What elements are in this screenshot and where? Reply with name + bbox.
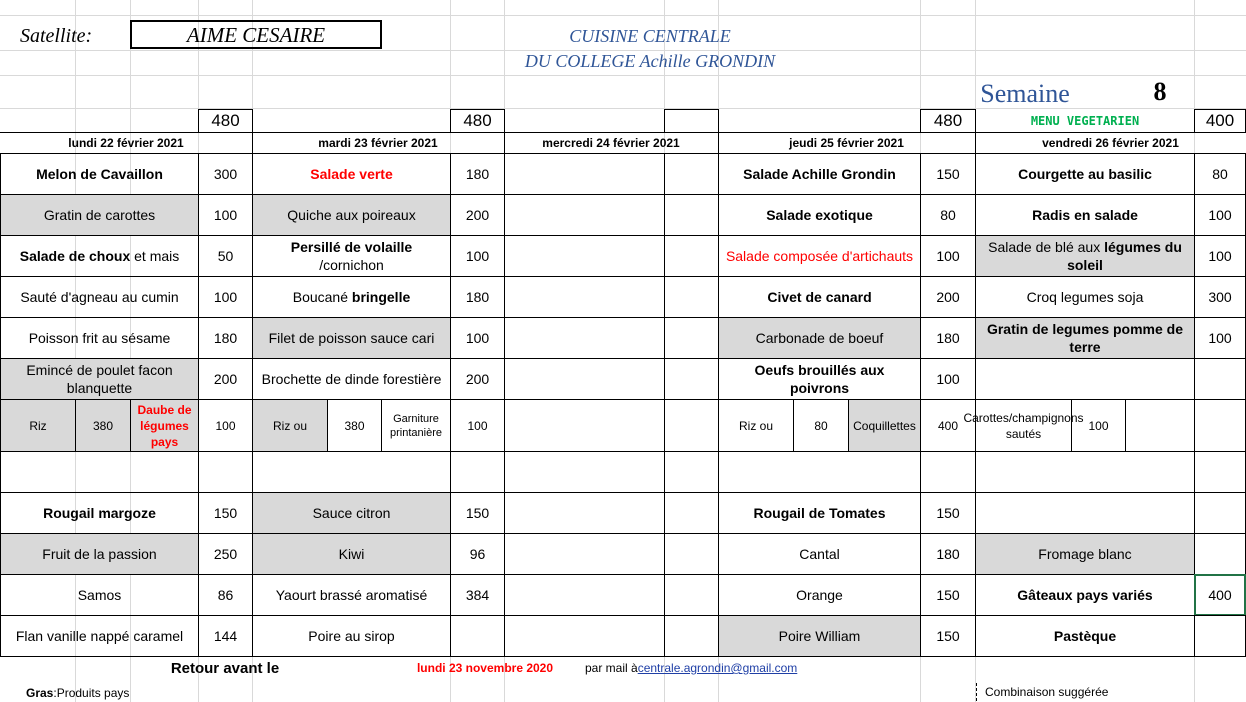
menu-item[interactable]: Fruit de la passion (0, 533, 199, 575)
menu-item[interactable]: Sauté d'agneau au cumin (0, 276, 199, 318)
day-header-fri: vendredi 26 février 2021 (975, 132, 1246, 154)
quantity-cell[interactable]: 150 (450, 492, 505, 534)
quantity-cell[interactable]: 96 (450, 533, 505, 575)
menu-item-empty[interactable] (1125, 399, 1195, 452)
quantity-cell[interactable]: 100 (1194, 194, 1246, 236)
menu-item[interactable]: Croq legumes soja (975, 276, 1195, 318)
side-dish[interactable]: Riz ou (718, 399, 794, 452)
quantity-cell[interactable]: 380 (327, 399, 382, 452)
quantity-cell-empty[interactable] (1194, 399, 1246, 452)
quantity-cell[interactable]: 150 (920, 615, 976, 657)
menu-item-empty[interactable] (718, 451, 921, 493)
quantity-cell[interactable]: 180 (920, 317, 976, 359)
quantity-cell[interactable]: 50 (198, 235, 253, 277)
quantity-cell-empty[interactable] (664, 399, 719, 452)
quantity-cell[interactable]: 150 (920, 153, 976, 195)
menu-item-empty[interactable] (975, 492, 1195, 534)
menu-item-empty[interactable] (504, 451, 665, 493)
quantity-cell[interactable]: 100 (450, 235, 505, 277)
quantity-cell[interactable]: 200 (450, 194, 505, 236)
satellite-label: Satellite: (20, 25, 93, 47)
quantity-cell[interactable]: 100 (198, 399, 253, 452)
total-thu[interactable]: 480 (920, 109, 976, 133)
menu-item[interactable]: Poire au sirop (252, 615, 451, 657)
quantity-cell[interactable]: 150 (920, 574, 976, 616)
quantity-cell[interactable]: 180 (920, 533, 976, 575)
menu-item[interactable]: Emincé de poulet facon blanquette (0, 358, 199, 400)
quantity-cell-empty[interactable] (664, 153, 719, 195)
menu-item[interactable]: Yaourt brassé aromatisé (252, 574, 451, 616)
menu-item-empty[interactable] (504, 574, 665, 616)
mail-link[interactable]: centrale.agrondin@gmail.com (637, 661, 798, 675)
quantity-cell[interactable]: 150 (198, 492, 253, 534)
quantity-cell[interactable]: 180 (450, 276, 505, 318)
quantity-cell[interactable]: 100 (1194, 317, 1246, 359)
menu-note: MENU VEGETARIEN (1030, 114, 1140, 128)
quantity-cell[interactable]: 200 (450, 358, 505, 400)
menu-item-normal: Salade de blé aux (988, 239, 1105, 255)
menu-item-empty[interactable] (504, 276, 665, 318)
selected-quantity-cell[interactable]: 400 (1194, 574, 1246, 616)
quantity-cell[interactable]: 100 (198, 194, 253, 236)
quantity-cell-empty[interactable] (664, 492, 719, 534)
quantity-cell[interactable]: 100 (1194, 235, 1246, 277)
quantity-cell[interactable]: 180 (450, 153, 505, 195)
day-header-thu: jeudi 25 février 2021 (718, 132, 976, 154)
menu-item-empty[interactable] (0, 451, 199, 493)
side-dish[interactable]: Carottes/champignons sautés (975, 399, 1072, 452)
menu-item[interactable]: Radis en salade (975, 194, 1195, 236)
quantity-cell[interactable]: 250 (198, 533, 253, 575)
quantity-cell[interactable]: 100 (450, 317, 505, 359)
menu-item[interactable]: Cantal (718, 533, 921, 575)
quantity-cell-empty[interactable] (920, 451, 976, 493)
kitchen-title-line2: DU COLLEGE Achille GRONDIN (524, 51, 776, 71)
quantity-cell-empty[interactable] (450, 451, 505, 493)
menu-item-bold: Salade de choux (19, 248, 131, 264)
menu-item-empty[interactable] (975, 358, 1195, 400)
menu-item[interactable]: Melon de Cavaillon (0, 153, 199, 195)
menu-item-empty[interactable] (504, 492, 665, 534)
menu-item-empty[interactable] (504, 235, 665, 277)
menu-item[interactable]: Sauce citron (252, 492, 451, 534)
side-dish[interactable]: Daube de légumes pays (130, 399, 199, 452)
menu-item-empty[interactable] (504, 194, 665, 236)
menu-item[interactable]: Salade Achille Grondin (718, 153, 921, 195)
satellite-name-field[interactable]: AIME CESAIRE (130, 20, 382, 49)
quantity-cell[interactable]: 400 (920, 399, 976, 452)
menu-item[interactable]: Salade composée d'artichauts (718, 235, 921, 277)
total-mon[interactable]: 480 (198, 109, 253, 133)
quantity-cell[interactable]: 100 (450, 399, 505, 452)
menu-item[interactable] (0, 235, 199, 277)
quantity-cell-empty[interactable] (664, 615, 719, 657)
menu-item[interactable]: Fromage blanc (975, 533, 1195, 575)
menu-item[interactable]: Oeufs brouillés aux poivrons (718, 358, 921, 400)
quantity-cell[interactable]: 100 (920, 235, 976, 277)
menu-item-bold: bringelle (351, 289, 411, 305)
mail-label: par mail à (585, 661, 638, 675)
quantity-cell[interactable]: 180 (198, 317, 253, 359)
menu-item[interactable]: Flan vanille nappé caramel (0, 615, 199, 657)
quantity-cell-empty[interactable] (664, 451, 719, 493)
menu-item[interactable]: Poisson frit au sésame (0, 317, 199, 359)
day-header-wed: mercredi 24 février 2021 (504, 132, 719, 154)
menu-item[interactable]: Orange (718, 574, 921, 616)
kitchen-title-line1: CUISINE CENTRALE (569, 26, 731, 46)
return-date: lundi 23 novembre 2020 (416, 661, 554, 675)
quantity-cell[interactable]: 80 (1194, 153, 1246, 195)
mail-info (585, 659, 825, 677)
menu-item[interactable]: Gâteaux pays variés (975, 574, 1195, 616)
quantity-cell[interactable]: 200 (920, 276, 976, 318)
week-number: 8 (1153, 77, 1167, 106)
day-header-tue: mardi 23 février 2021 (252, 132, 505, 154)
legend (26, 684, 186, 702)
menu-item-empty[interactable] (504, 399, 665, 452)
menu-item[interactable]: Samos (0, 574, 199, 616)
quantity-cell[interactable]: 86 (198, 574, 253, 616)
menu-item-empty[interactable] (252, 451, 451, 493)
menu-item[interactable]: Gratin de legumes pomme de terre (975, 317, 1195, 359)
menu-item-empty[interactable] (504, 615, 665, 657)
quantity-cell[interactable]: 200 (198, 358, 253, 400)
quantity-cell-empty[interactable] (664, 276, 719, 318)
return-label: Retour avant le (170, 660, 280, 677)
menu-item[interactable]: Brochette de dinde forestière (252, 358, 451, 400)
menu-item-empty[interactable] (504, 317, 665, 359)
menu-item[interactable]: Civet de canard (718, 276, 921, 318)
quantity-cell-empty[interactable] (1194, 358, 1246, 400)
menu-item[interactable] (252, 276, 451, 318)
menu-item[interactable]: Pastèque (975, 615, 1195, 657)
quantity-cell-empty[interactable] (198, 451, 253, 493)
combo-note: Combinaison suggérée (976, 683, 1136, 701)
quantity-cell[interactable]: 300 (198, 153, 253, 195)
menu-item-empty[interactable] (504, 153, 665, 195)
quantity-cell-empty[interactable] (1194, 451, 1246, 493)
legend-bold: Gras (26, 686, 54, 700)
menu-item[interactable]: Filet de poisson sauce cari (252, 317, 451, 359)
menu-item[interactable] (252, 235, 451, 277)
quantity-cell-empty[interactable] (664, 317, 719, 359)
quantity-cell-empty[interactable] (664, 194, 719, 236)
quantity-cell[interactable]: 80 (793, 399, 849, 452)
legend-text: :Produits pays (53, 686, 130, 700)
menu-item-bold: légumes du soleil (1067, 239, 1182, 273)
menu-item-empty[interactable] (504, 533, 665, 575)
quantity-cell-empty[interactable] (1194, 533, 1246, 575)
menu-item[interactable]: Carbonade de boeuf (718, 317, 921, 359)
total-wed[interactable] (664, 109, 719, 133)
menu-item[interactable]: Salade verte (252, 153, 451, 195)
menu-item[interactable]: Kiwi (252, 533, 451, 575)
menu-item-empty[interactable] (975, 451, 1195, 493)
quantity-cell-empty[interactable] (664, 358, 719, 400)
side-dish[interactable]: Coquillettes (848, 399, 921, 452)
total-fri[interactable]: 400 (1194, 109, 1246, 133)
quantity-cell-empty[interactable] (1194, 615, 1246, 657)
quantity-cell[interactable]: 144 (198, 615, 253, 657)
menu-item-normal: Boucané (292, 289, 352, 305)
side-dish[interactable]: Garniture printanière (381, 399, 451, 452)
menu-item-bold: Persillé de volaille (290, 239, 413, 255)
menu-item[interactable]: Quiche aux poireaux (252, 194, 451, 236)
quantity-cell-empty[interactable] (450, 615, 505, 657)
quantity-cell-empty[interactable] (1194, 492, 1246, 534)
side-dish[interactable]: Riz (0, 399, 76, 452)
quantity-cell[interactable]: 150 (920, 492, 976, 534)
quantity-cell[interactable]: 380 (75, 399, 131, 452)
quantity-cell-empty[interactable] (664, 533, 719, 575)
menu-item[interactable]: Poire William (718, 615, 921, 657)
menu-item[interactable]: Rougail de Tomates (718, 492, 921, 534)
quantity-cell[interactable]: 100 (1071, 399, 1126, 452)
day-header-mon: lundi 22 février 2021 (0, 132, 253, 154)
menu-item[interactable]: Salade exotique (718, 194, 921, 236)
menu-item[interactable] (975, 235, 1195, 277)
menu-item[interactable]: Courgette au basilic (975, 153, 1195, 195)
menu-item-normal: /cornichon (319, 257, 384, 273)
menu-item-empty[interactable] (504, 358, 665, 400)
week-label: Semaine (980, 79, 1070, 108)
quantity-cell[interactable]: 384 (450, 574, 505, 616)
quantity-cell[interactable]: 100 (198, 276, 253, 318)
quantity-cell[interactable]: 300 (1194, 276, 1246, 318)
quantity-cell-empty[interactable] (664, 235, 719, 277)
quantity-cell[interactable]: 100 (920, 358, 976, 400)
side-dish[interactable]: Riz ou (252, 399, 328, 452)
quantity-cell-empty[interactable] (664, 574, 719, 616)
menu-item[interactable]: Rougail margoze (0, 492, 199, 534)
total-tue[interactable]: 480 (450, 109, 505, 133)
menu-item[interactable]: Gratin de carottes (0, 194, 199, 236)
menu-item-normal: et mais (130, 248, 180, 264)
quantity-cell[interactable]: 80 (920, 194, 976, 236)
